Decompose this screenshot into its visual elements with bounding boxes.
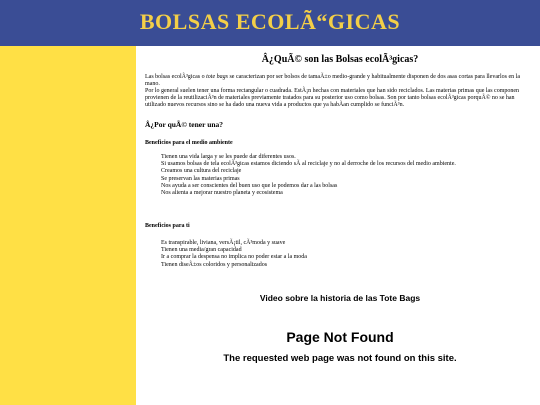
list-item: Se preservan las materias primas <box>161 175 240 182</box>
error-title: Page Not Found <box>286 329 394 345</box>
site-header <box>0 0 540 46</box>
list-item: Ir a comprar la despensa no implica no poder estar a la moda <box>161 254 307 261</box>
main-content <box>145 46 535 405</box>
intro-text-end: se caracterizan por ser bolsos de tamaÃ±o medio-grande y habitualmente disponen de dos asas cortas para llevarlos en la mano. <box>145 74 520 87</box>
list-item: Creamos una cultura del reciclaje <box>161 168 242 175</box>
intro-emphasis: tote bags <box>206 74 228 80</box>
list-item: Tienen una vida larga y se les puede dar diferentes usos. <box>161 154 296 160</box>
list-item: Tienen diseÃ±os coloridos y personalizados <box>161 261 268 268</box>
list-item: Es transpirable, liviana, versÃ¡til, cÃ³moda y suave <box>161 240 286 246</box>
intro-paragraph <box>145 74 535 88</box>
list-item: Tienen una media/gran capacidad <box>161 247 242 254</box>
site-title: BOLSAS ECOLÃ“GICAS <box>139 9 401 34</box>
personal-benefits-heading: Beneficios para ti <box>145 223 190 229</box>
env-benefits-list <box>161 154 456 197</box>
list-item: Si usamos bolsas de tela ecolÃ³gicas estamos diciendo sÃ al reciclaje y no al derroche de los recursos del medio ambiente. <box>161 161 456 168</box>
why-heading: Â¿Por quÃ© tener una? <box>145 120 224 129</box>
env-benefits-heading: Beneficios para el medio ambiente <box>145 140 233 146</box>
sidebar <box>0 46 136 405</box>
intro-paragraph-2: Por lo general suelen tener una forma rectangular o cuadrada. EstÃ¡n hechas con materiales que han sido reciclados. Las materias primas que las componen provienen de la reutilizaciÃ³n de materiales previamente tratados para su posterior uso como bolsas. Son por tanto bolsas ecolÃ³gicas porquÃ© no se han utilizado nuevos recursos sino se ha dado una nueva vida a productos que ya habÃan cumplido se funciÃ³n. <box>145 88 520 108</box>
list-item: Nos ayuda a ser conscientes del buen uso que le podemos dar a las bolsas <box>161 182 338 189</box>
error-message: The requested web page was not found on this site. <box>223 353 457 364</box>
section-heading: Â¿QuÃ© son las Bolsas ecolÃ³gicas? <box>261 54 419 65</box>
intro-text-start: Las bolsas ecolÃ³gicas o <box>145 74 207 80</box>
list-item: Nos alienta a mejorar nuestro planeta y ecosistema <box>161 190 283 197</box>
personal-benefits-list <box>161 240 307 269</box>
video-heading: Video sobre la historia de las Tote Bags <box>259 293 421 303</box>
